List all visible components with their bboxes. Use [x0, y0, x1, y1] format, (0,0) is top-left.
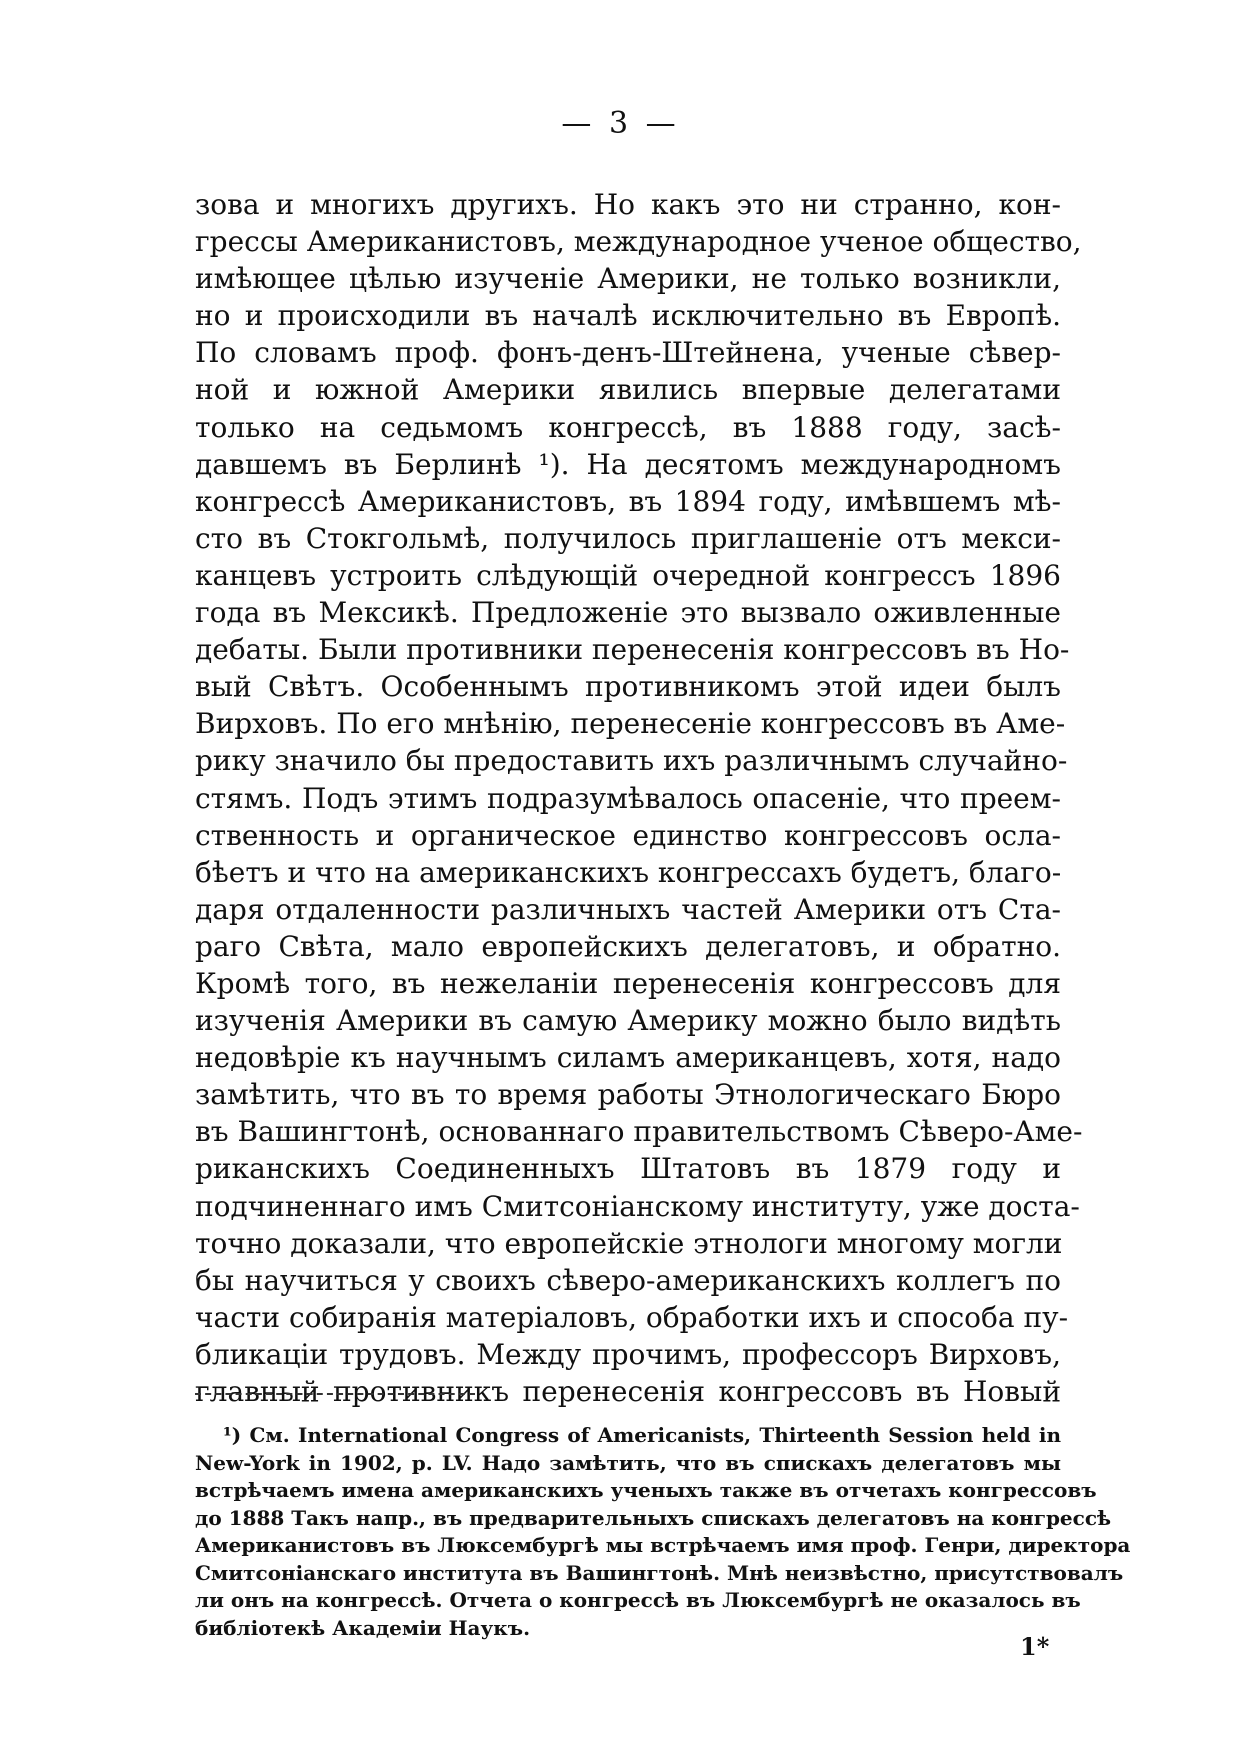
footnote-divider	[195, 1393, 475, 1395]
footnote-line: библіотекѣ Академіи Наукъ.	[195, 1615, 531, 1640]
footnote-line: встрѣчаемъ имена американскихъ ученыхъ также въ отчетахъ конгрессовъ	[195, 1478, 1097, 1502]
footnote-line: до 1888 Такъ напр., въ предварительныхъ спискахъ делегатовъ на конгрессѣ	[195, 1505, 1112, 1530]
text-line: замѣтить, что въ то время работы Этнологическаго Бюро	[195, 1078, 1061, 1112]
text-line: но и происходили въ началѣ исключительно въ Европѣ.	[195, 299, 1061, 333]
footnote-line: ¹) См. International Congress of Americanists, Thirteenth Session held in	[223, 1423, 1061, 1447]
text-line: канцевъ устроить слѣдующій очередной конгрессъ 1896	[195, 558, 1061, 592]
text-line: бы научиться у своихъ сѣверо-американскихъ коллегъ по	[195, 1263, 1061, 1297]
text-line: По словамъ проф. фонъ-денъ-Штейнена, ученые сѣвер-	[195, 336, 1061, 370]
text-line: бѣетъ и что на американскихъ конгрессахъ будетъ, благо-	[195, 855, 1062, 889]
text-line: подчиненнаго имъ Смитсоніанскому институту, уже доста-	[195, 1189, 1080, 1223]
main-text	[195, 186, 1083, 1410]
footnote-line: Американистовъ въ Люксембургѣ мы встрѣчаемъ имя проф. Генри, директора	[195, 1533, 1131, 1557]
text-line: бликаціи трудовъ. Между прочимъ, профессоръ Вирховъ,	[195, 1337, 1061, 1371]
text-line: Кромѣ того, въ нежеланіи перенесенія конгрессовъ для	[195, 966, 1061, 1000]
text-line: риканскихъ Соединенныхъ Штатовъ въ 1879 году и	[195, 1152, 1061, 1186]
text-line: давшемъ въ Берлинѣ ¹). На десятомъ международномъ	[195, 447, 1061, 481]
text-line: въ Вашингтонѣ, основаннаго правительствомъ Сѣверо-Аме-	[195, 1115, 1083, 1149]
text-line: Вирховъ. По его мнѣнію, перенесеніе конгрессовъ въ Аме-	[195, 707, 1066, 741]
text-line: вый Свѣтъ. Особеннымъ противникомъ этой идеи былъ	[195, 670, 1061, 704]
page-number: — 3 —	[561, 106, 680, 141]
text-line: конгрессѣ Американистовъ, въ 1894 году, имѣвшемъ мѣ-	[195, 484, 1061, 518]
text-line: зова и многихъ другихъ. Но какъ это ни странно, кон-	[195, 188, 1061, 221]
text-line: дебаты. Были противники перенесенія конгрессовъ въ Но-	[195, 633, 1070, 667]
text-line: раго Свѣта, мало европейскихъ делегатовъ, и обратно.	[195, 929, 1061, 963]
footnote-line: Смитсоніанскаго института въ Вашингтонѣ. Мнѣ неизвѣстно, присутствовалъ	[195, 1560, 1124, 1585]
text-line: грессы Американистовъ, международное ученое общество,	[195, 225, 1082, 259]
text-line: точно доказали, что европейскіе этнологи многому могли	[195, 1226, 1063, 1260]
text-line: сто въ Стокгольмѣ, получилось приглашеніе отъ мекси-	[195, 521, 1061, 555]
text-line: рику значило бы предоставить ихъ различнымъ случайно-	[195, 744, 1068, 778]
text-line: недовѣріе къ научнымъ силамъ американцевъ, хотя, надо	[195, 1041, 1061, 1075]
text-line: изученія Америки въ самую Америку можно было видѣть	[195, 1004, 1061, 1038]
text-line: части собиранія матеріаловъ, обработки ихъ и способа пу-	[195, 1300, 1069, 1334]
text-line: стямъ. Подъ этимъ подразумѣвалось опасеніе, что преем-	[195, 781, 1061, 815]
text-line: даря отдаленности различныхъ частей Америки отъ Ста-	[195, 892, 1061, 926]
footnote	[195, 1422, 1131, 1642]
footnote-line: New-York in 1902, p. LV. Надо замѣтить, что въ спискахъ делегатовъ мы	[195, 1450, 1061, 1475]
text-line: ной и южной Америки явились впервые делегатами	[195, 373, 1061, 407]
text-line: имѣющее цѣлью изученіе Америки, не только возникли,	[195, 262, 1061, 296]
text-line: главный противникъ перенесенія конгрессовъ въ Новый	[195, 1375, 1061, 1408]
footnote-line: ли онъ на конгрессѣ. Отчета о конгрессѣ въ Люксембургѣ не оказалось въ	[195, 1588, 1081, 1612]
printer-signature-mark: 1*	[1020, 1632, 1050, 1661]
text-line: ственность и органическое единство конгрессовъ осла-	[195, 818, 1061, 852]
text-line: только на седьмомъ конгрессѣ, въ 1888 году, засѣ-	[195, 410, 1061, 444]
text-line: года въ Мексикѣ. Предложеніе это вызвало оживленные	[195, 596, 1061, 630]
